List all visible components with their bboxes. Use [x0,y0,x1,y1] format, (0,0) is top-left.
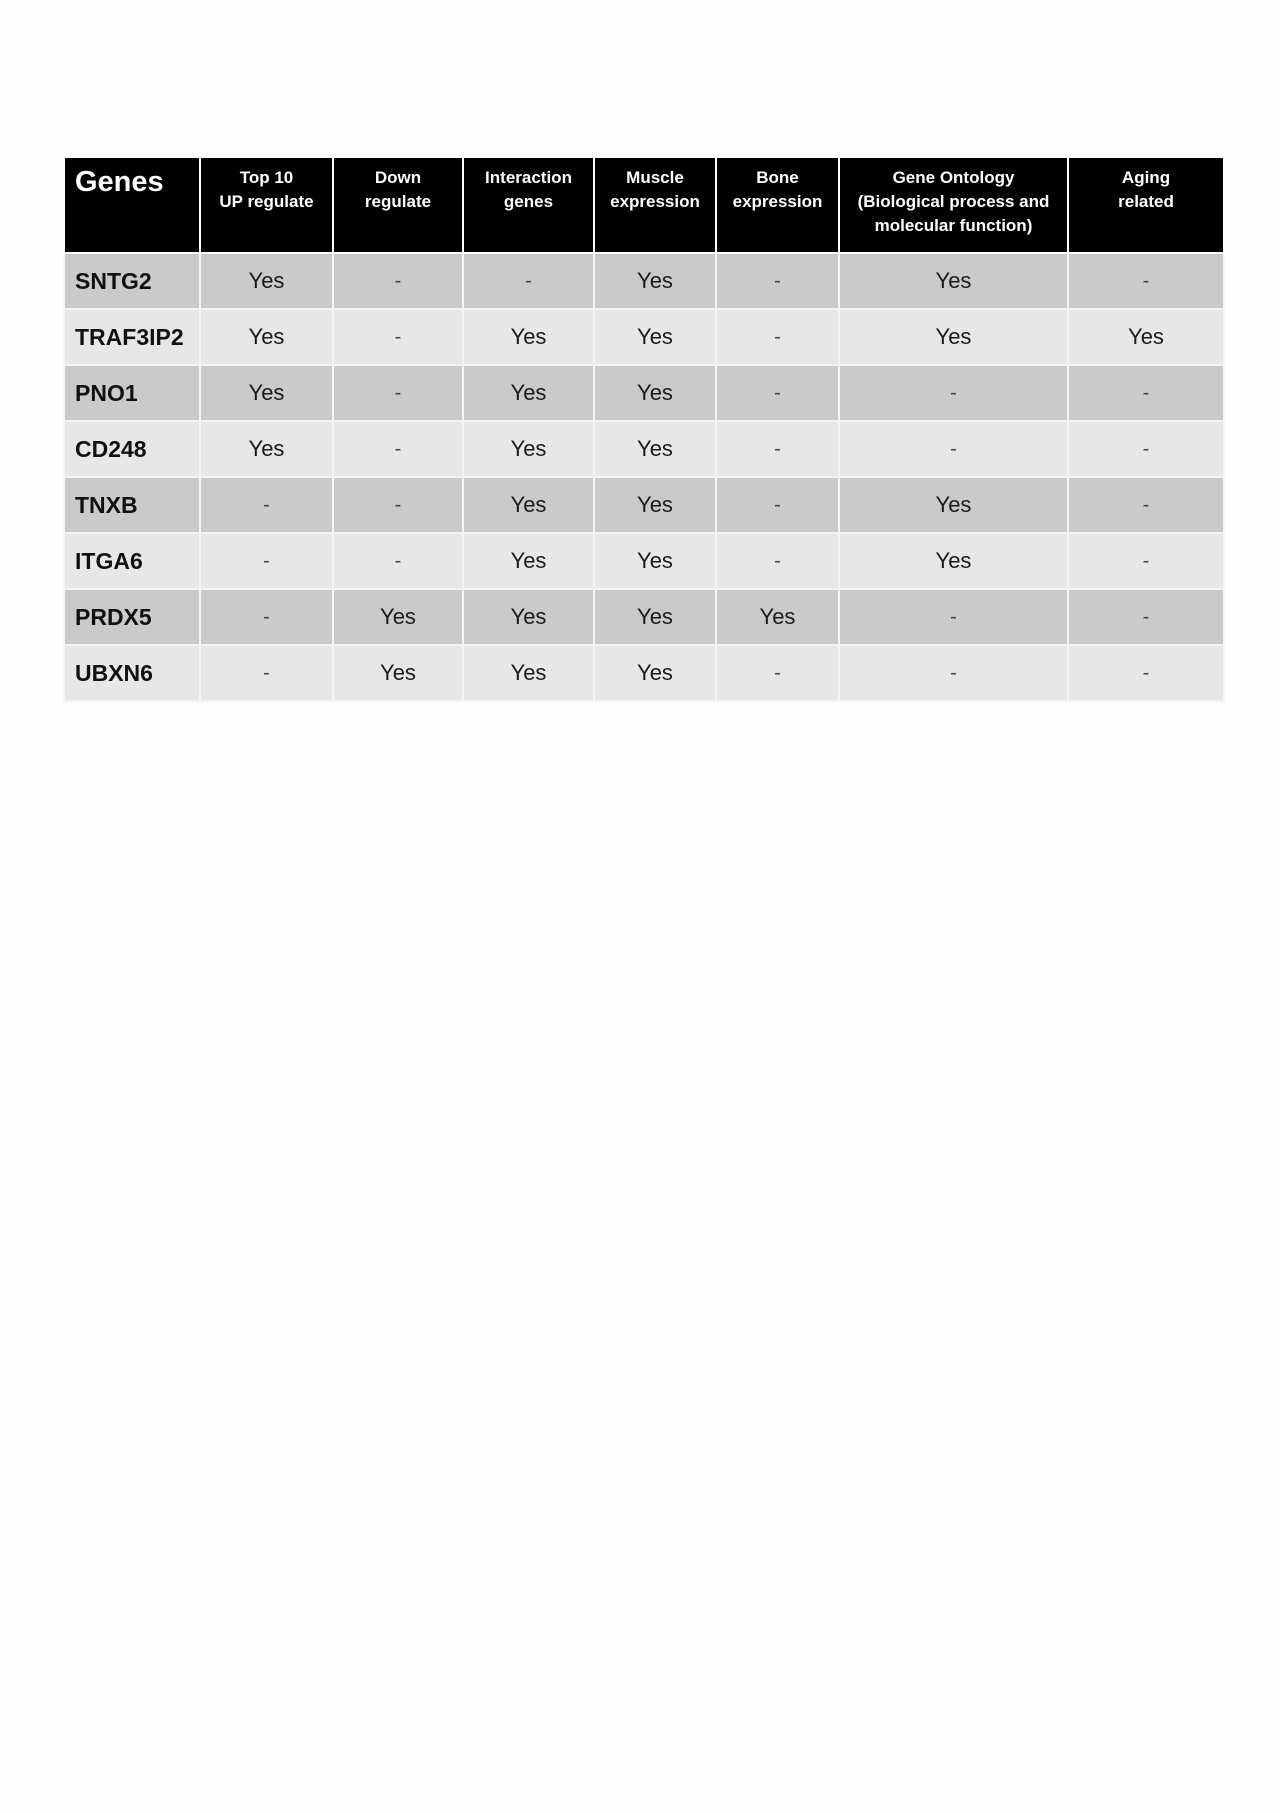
table-cell: - [333,533,463,589]
gene-name-cell: CD248 [64,421,200,477]
table-cell: - [716,645,839,701]
table-cell: - [200,533,333,589]
gene-name-cell: TNXB [64,477,200,533]
table-cell: - [463,253,594,309]
table-cell: Yes [200,309,333,365]
table-cell: - [200,477,333,533]
header-aging-related: Aging related [1068,157,1224,253]
table-cell: - [333,365,463,421]
table-cell: - [839,589,1068,645]
table-cell: Yes [594,645,716,701]
table-cell: Yes [594,477,716,533]
table-row [64,645,1224,701]
header-interaction-genes: Interaction genes [463,157,594,253]
table-cell: Yes [200,253,333,309]
table-cell: - [200,589,333,645]
table-cell: Yes [200,365,333,421]
gene-name-cell: PNO1 [64,365,200,421]
table-cell: Yes [716,589,839,645]
table-cell: - [839,421,1068,477]
table-cell: - [1068,477,1224,533]
header-row [64,157,1224,253]
table-cell: Yes [839,309,1068,365]
table-cell: - [333,253,463,309]
header-top10-up-regulate: Top 10 UP regulate [200,157,333,253]
table-cell: - [716,253,839,309]
table-cell: Yes [463,589,594,645]
table-row [64,309,1224,365]
gene-name-cell: ITGA6 [64,533,200,589]
header-bone-expression: Bone expression [716,157,839,253]
table-cell: Yes [839,253,1068,309]
table-cell: Yes [463,365,594,421]
header-gene-ontology: Gene Ontology (Biological process and molecular function) [839,157,1068,253]
table-cell: - [839,365,1068,421]
table-cell: Yes [594,253,716,309]
table-cell: Yes [463,533,594,589]
table-cell: Yes [463,421,594,477]
table-cell: Yes [594,365,716,421]
gene-name-cell: SNTG2 [64,253,200,309]
table-cell: - [716,477,839,533]
table-cell: Yes [594,589,716,645]
table-row [64,253,1224,309]
table-row [64,477,1224,533]
table-cell: Yes [839,477,1068,533]
gene-name-cell: TRAF3IP2 [64,309,200,365]
table-cell: - [716,421,839,477]
table-cell: - [1068,253,1224,309]
table-cell: Yes [463,477,594,533]
table-cell: Yes [463,645,594,701]
gene-name-cell: PRDX5 [64,589,200,645]
header-down-regulate: Down regulate [333,157,463,253]
table-cell: Yes [333,589,463,645]
table-cell: Yes [594,533,716,589]
table-cell: Yes [463,309,594,365]
table-cell: - [716,533,839,589]
table-row [64,365,1224,421]
genes-table [63,156,1225,702]
table-cell: Yes [333,645,463,701]
table-cell: - [333,421,463,477]
table-cell: Yes [839,533,1068,589]
table-cell: - [333,309,463,365]
header-muscle-expression: Muscle expression [594,157,716,253]
table-row [64,589,1224,645]
table-cell: - [1068,421,1224,477]
table-cell: - [1068,589,1224,645]
table-cell: Yes [594,421,716,477]
table-cell: - [1068,365,1224,421]
header-genes: Genes [64,157,200,253]
table-body [64,253,1224,701]
table-cell: - [1068,533,1224,589]
table-cell: - [716,309,839,365]
table-row [64,421,1224,477]
table-cell: - [839,645,1068,701]
table-cell: Yes [594,309,716,365]
table-cell: - [200,645,333,701]
gene-name-cell: UBXN6 [64,645,200,701]
table-cell: - [716,365,839,421]
table-cell: Yes [1068,309,1224,365]
table-cell: - [1068,645,1224,701]
table-cell: Yes [200,421,333,477]
table-cell: - [333,477,463,533]
table-header [64,157,1224,253]
table-row [64,533,1224,589]
